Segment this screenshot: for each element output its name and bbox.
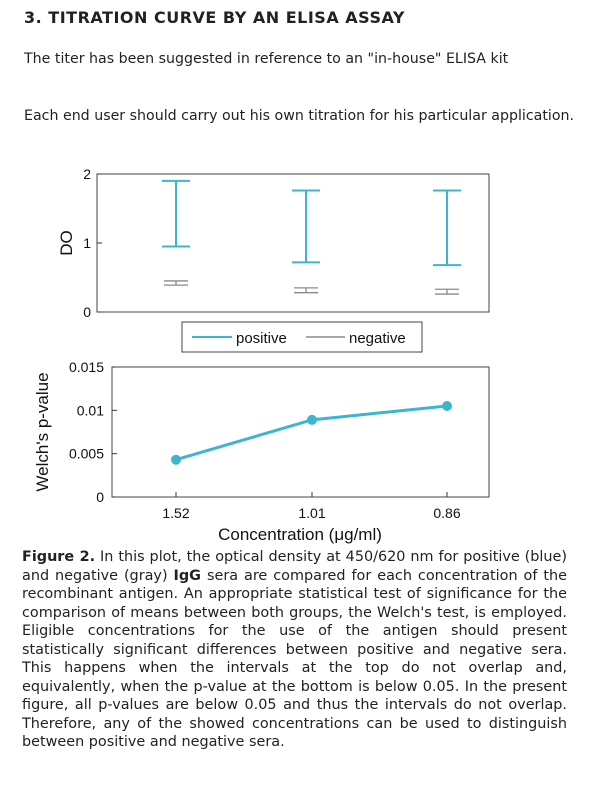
top-y-tick-label: 2	[83, 166, 91, 182]
bottom-y-tick-label: 0	[96, 489, 104, 505]
bottom-x-tick-label: 1.01	[298, 505, 326, 521]
pvalue-chart	[33, 359, 489, 544]
bottom-y-ticks	[69, 359, 117, 505]
bottom-x-axis-label: Concentration (μg/ml)	[218, 525, 382, 544]
section-heading: 3. TITRATION CURVE BY AN ELISA ASSAY	[24, 8, 405, 27]
optical-density-chart	[57, 166, 489, 320]
top-y-axis-label: DO	[57, 230, 76, 256]
pvalue-point	[308, 415, 317, 424]
bottom-plot-frame	[112, 367, 489, 497]
bottom-y-tick-label: 0.01	[76, 402, 104, 419]
figure-caption-bold-igg: IgG	[173, 567, 201, 584]
top-y-tick-label: 1	[83, 235, 91, 251]
pvalue-series-line	[176, 406, 447, 460]
legend-positive-label: positive	[236, 330, 287, 347]
figure-caption-label: Figure 2.	[22, 549, 96, 565]
bottom-x-tick-label: 1.52	[162, 505, 190, 521]
bottom-x-ticks	[162, 492, 460, 521]
figure-caption-text-1: In this plot, the optical density at 450/620 nm for positive (blue) and negative (gray)	[22, 549, 568, 584]
bottom-y-tick-label: 0.005	[68, 445, 104, 462]
bottom-y-tick-label: 0.015	[68, 359, 104, 375]
top-y-ticks	[83, 166, 102, 320]
figure-caption	[22, 548, 567, 752]
chart-legend	[182, 322, 422, 352]
legend-negative-label: negative	[349, 330, 406, 347]
bottom-y-axis-label: Welch's p-value	[33, 372, 52, 492]
pvalue-line-marks	[172, 402, 452, 465]
pvalue-point	[172, 455, 181, 464]
top-plot-frame	[97, 174, 489, 312]
top-chart-marks	[162, 181, 461, 294]
pvalue-point	[443, 402, 452, 411]
figure-caption-text-2: sera are compared for each concentration of the recombinant antigen. An appropriate statistical test of significance for the comparison of means between both groups, the Welch's test, is employed. Eligible concentrations for the use of the antigen should present statistically significant differences between positive and negative sera. This happens when the intervals at the top do not overlap and, equivalently, when the p-value at the bottom is below 0.05. In the present figure, all p-values are below 0.05 and thus the intervals do not overlap. Therefore, any of the showed concentrations can be used to distinguish between positive and negative sera.	[22, 567, 567, 750]
end-user-paragraph: Each end user should carry out his own titration for his particular application.	[24, 108, 575, 124]
intro-paragraph: The titer has been suggested in reference to an "in-house" ELISA kit	[24, 51, 509, 67]
bottom-x-tick-label: 0.86	[433, 505, 461, 521]
top-y-tick-label: 0	[83, 304, 91, 320]
